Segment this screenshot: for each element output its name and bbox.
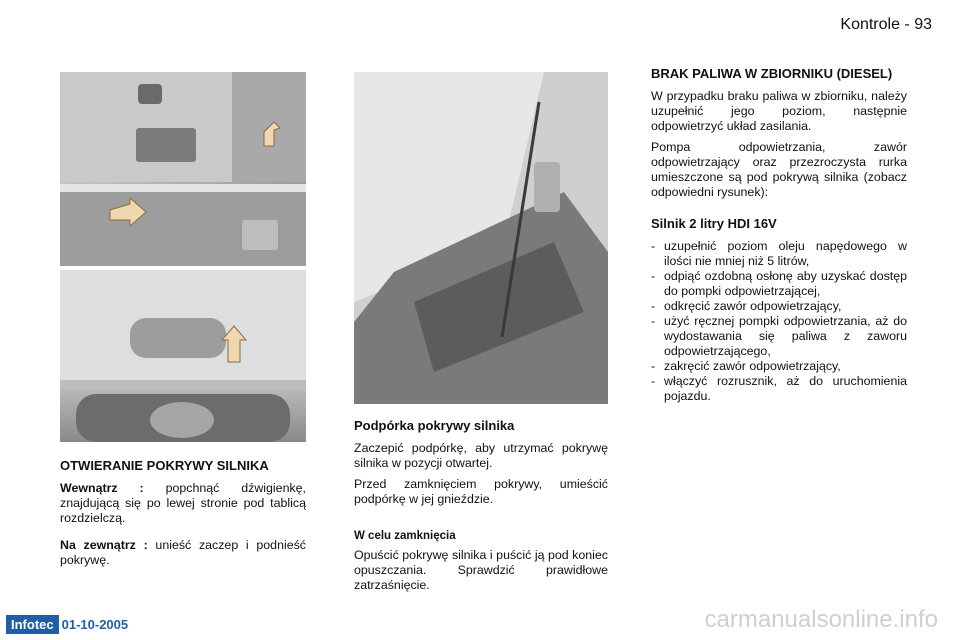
- outside-text: unieść zaczep i podnieść pokrywę.: [60, 538, 306, 567]
- subheading: W celu zamknięcia: [354, 530, 456, 542]
- list-item: - włączyć rozrusznik, aż do uruchomienia pojazdu.: [651, 374, 907, 404]
- section-fuel-empty: [651, 66, 907, 404]
- section-heading: Podpórka pokrywy silnika: [354, 418, 515, 433]
- page-header: Kontrole - 93: [840, 16, 932, 33]
- paragraph: Przed zamknięciem pokrywy, umieścić podpórkę w jej gnieździe.: [354, 477, 608, 506]
- section-hood-prop: [354, 418, 608, 599]
- paragraph: W przypadku braku paliwa w zbiorniku, należy uzupełnić jego poziom, następnie odpowietrzyć układ zasilania.: [651, 89, 907, 133]
- list-item: - zakręcić zawór odpowietrzający,: [651, 359, 907, 374]
- list-item: - uzupełnić poziom oleju napędowego w ilości nie mniej niż 5 litrów,: [651, 239, 907, 269]
- list-item: - odpiąć ozdobną osłonę aby uzyskać dostęp do pompki odpowietrzającej,: [651, 269, 907, 299]
- paragraph: Zaczepić podpórkę, aby utrzymać pokrywę silnika w pozycji otwartej.: [354, 441, 608, 470]
- list-item: - użyć ręcznej pompki odpowietrzania, aż do wydostawania się paliwa z zaworu odpowietrzającego,: [651, 314, 907, 359]
- section-heading: OTWIERANIE POKRYWY SILNIKA: [60, 458, 269, 473]
- watermark: carmanualsonline.info: [704, 606, 938, 633]
- steps-list: [651, 239, 907, 404]
- paragraph: Opuścić pokrywę silnika i puścić ją pod koniec opuszczania. Sprawdzić prawidłowe zatrzaśnięcie.: [354, 548, 608, 592]
- photo-interior-release-lever: [60, 72, 306, 266]
- paragraph: Pompa odpowietrzania, zawór odpowietrzający oraz przezroczysta rurka umieszczone są pod pokrywą silnika (zobacz odpowiedni rysunek):: [651, 140, 907, 199]
- list-item: - odkręcić zawór odpowietrzający,: [651, 299, 907, 314]
- outside-label: Na zewnątrz :: [60, 538, 148, 552]
- photo-exterior-hood-catch: [60, 270, 306, 442]
- inside-label: Wewnątrz :: [60, 481, 144, 495]
- infotec-logo: Infotec: [6, 615, 59, 634]
- inside-text: popchnąć dźwigienkę, znajdującą się po lewej stronie pod tablicą rozdzielczą.: [60, 481, 306, 525]
- footer: [6, 615, 128, 634]
- subheading: Silnik 2 litry HDI 16V: [651, 216, 777, 231]
- section-heading: BRAK PALIWA W ZBIORNIKU (DIESEL): [651, 66, 893, 81]
- outside-instruction: [60, 538, 306, 568]
- section-hood-opening: [60, 458, 306, 574]
- photo-hood-prop-rod: [354, 72, 608, 404]
- print-date: 01-10-2005: [61, 617, 129, 632]
- inside-instruction: [60, 481, 306, 526]
